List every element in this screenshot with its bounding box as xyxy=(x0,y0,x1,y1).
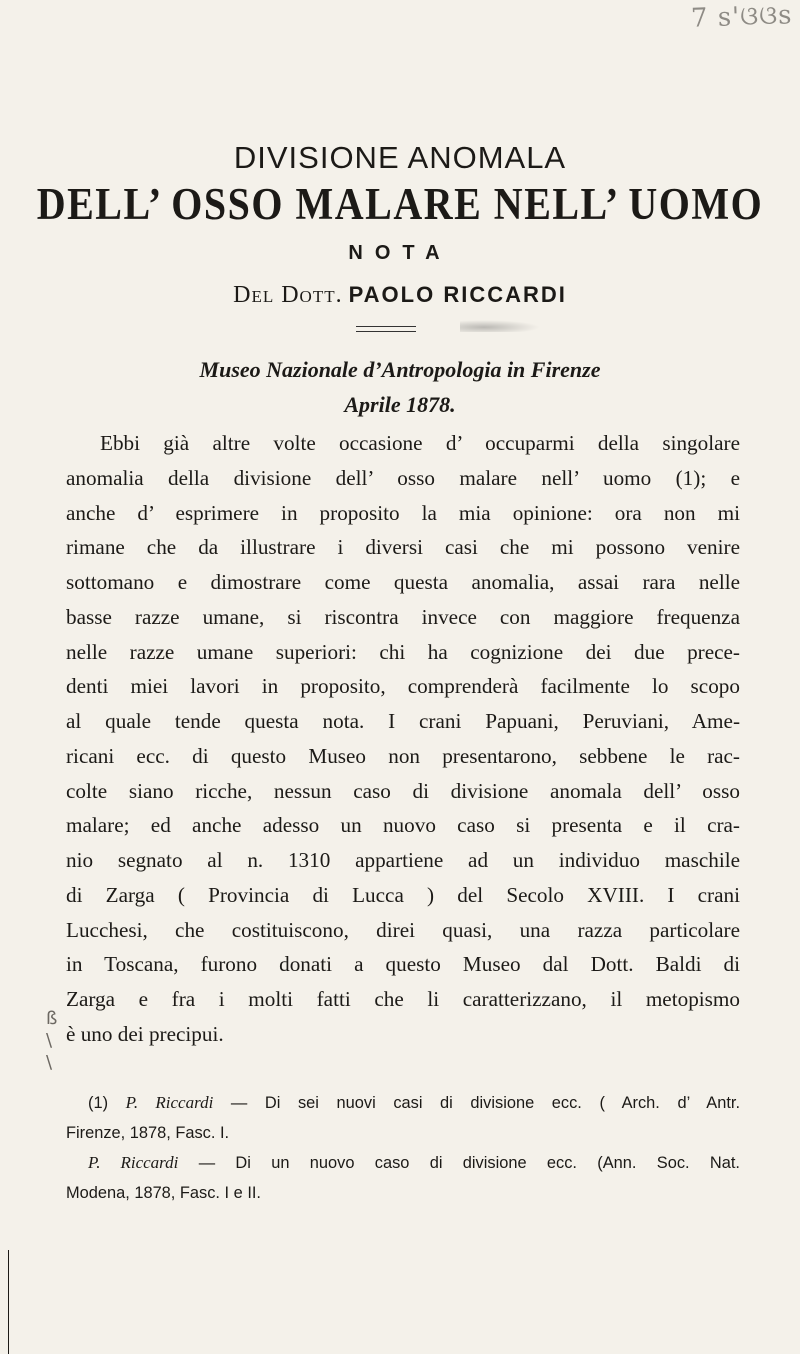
footnote-2-continuation: Modena, 1878, Fasc. I e II. xyxy=(66,1184,261,1202)
margin-note-text: ß \ \ xyxy=(46,1008,58,1073)
body-line: malare; ed anche adesso un nuovo caso si presenta e il cra- xyxy=(66,813,740,838)
subtitle-museum: Museo Nazionale d’Antropologia in Firenze xyxy=(199,357,601,382)
body-line: basse razze umane, si riscontra invece con maggiore frequenza xyxy=(66,604,740,629)
body-line: in Toscana, furono donati a questo Museo dal Dott. Baldi di xyxy=(66,952,740,977)
body-line: sottomano e dimostrare come questa anomalia, assai rara nelle xyxy=(66,570,740,594)
body-line: nelle razze umane superiori: chi ha cognizione dei due prece- xyxy=(66,639,740,664)
body-line: ricani ecc. di questo Museo non presentarono, sebbene le rac- xyxy=(66,743,740,768)
body-line: Lucchesi, che costituiscono, direi quasi, una razza particolare xyxy=(66,917,740,942)
body-line: Zarga e fra i molti fatti che li caratterizzano, il metopismo xyxy=(66,987,740,1011)
body-line: di Zarga ( Provincia di Lucca ) del Secolo XVIII. I crani xyxy=(66,882,740,907)
footnotes xyxy=(66,1088,740,1208)
margin-annotation xyxy=(46,1008,57,1074)
body-line: nio segnato al n. 1310 appartiene ad un individuo maschile xyxy=(66,848,740,872)
heading-division: DIVISIONE ANOMALA xyxy=(233,140,567,175)
footnote-1-continuation: Firenze, 1878, Fasc. I. xyxy=(66,1124,230,1142)
body-line: rimane che da illustrare i diversi casi che mi possono venire xyxy=(66,535,740,560)
archive-stamp: 7 s'ଓଓs xyxy=(690,0,793,34)
footnote-number: (1) xyxy=(88,1094,109,1112)
author-name: PAOLO RICCARDI xyxy=(348,282,567,307)
footnote-1 xyxy=(66,1088,740,1118)
footnote-author: P. Riccardi xyxy=(88,1153,179,1172)
body-line: denti miei lavori in proposito, comprenderà facilmente lo scopo xyxy=(66,674,740,699)
footnote-text: — Di sei nuovi casi di divisione ecc. ( Arch. d’ Antr. xyxy=(230,1094,741,1112)
body-line: è uno dei precipui. xyxy=(66,1021,224,1046)
ink-smudge xyxy=(460,320,540,332)
footnote-author: P. Riccardi xyxy=(125,1093,214,1112)
body-line: al quale tende questa nota. I crani Papuani, Peruviani, Ame- xyxy=(66,709,740,733)
heading-title: DELL’ OSSO MALARE NELL’ UOMO xyxy=(36,177,764,230)
body-line: Ebbi già altre volte occasione d’ occuparmi della singolare xyxy=(100,431,740,455)
divider-rule xyxy=(356,326,416,332)
body-line: anche d’ esprimere in proposito la mia opinione: ora non mi xyxy=(66,500,740,525)
subtitle-date: Aprile 1878. xyxy=(344,392,456,417)
author-prefix: Del Dott. xyxy=(233,282,343,308)
margin-rule xyxy=(8,1250,9,1354)
author-line xyxy=(0,282,800,309)
body-line: colte siano ricche, nessun caso di divisione anomala dell’ osso xyxy=(66,778,740,803)
body-line: anomalia della divisione dell’ osso malare nell’ uomo (1); e xyxy=(66,465,740,490)
body-paragraph xyxy=(66,426,740,1052)
footnote-text: — Di un nuovo caso di divisione ecc. (Ann. Soc. Nat. xyxy=(198,1154,740,1172)
nota-label: NOTA xyxy=(348,242,452,264)
footnote-2 xyxy=(66,1148,740,1178)
